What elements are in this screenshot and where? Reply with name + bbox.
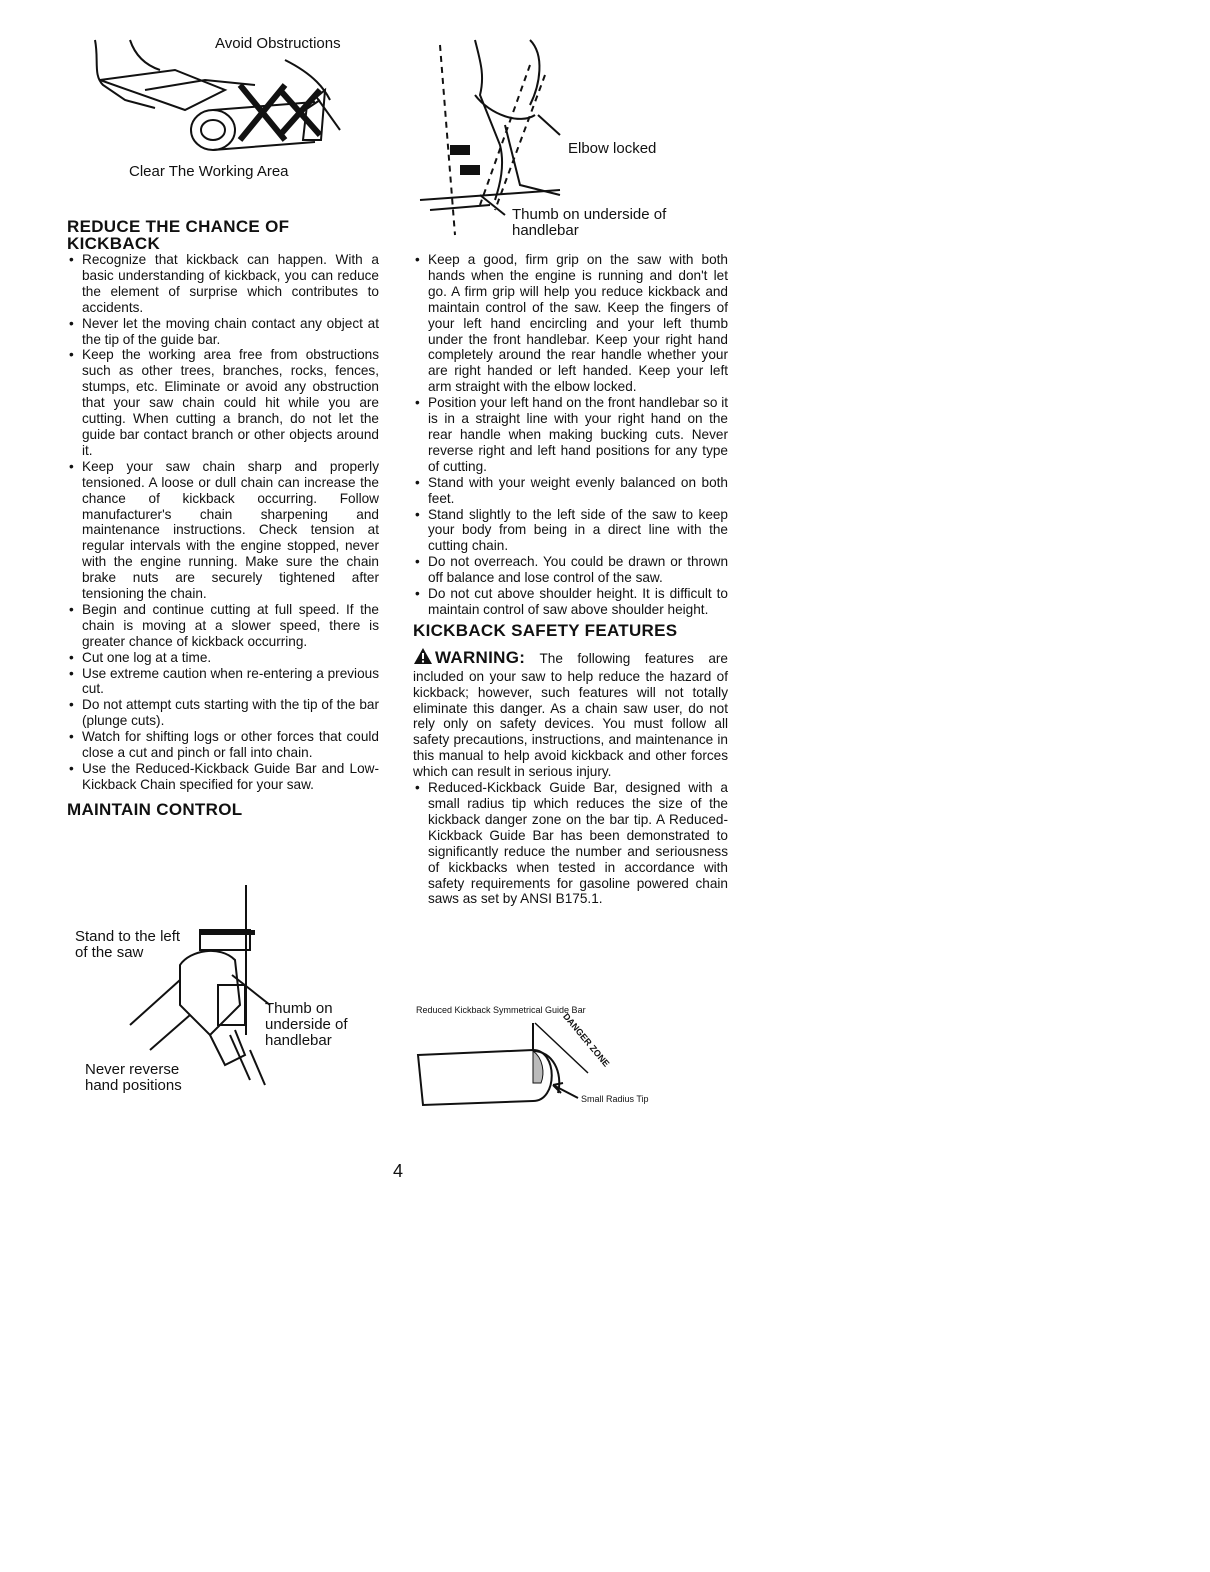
page-number: 4 (393, 1161, 404, 1181)
caption-thumb-underside: Thumb on underside of handlebar (265, 1000, 348, 1049)
list-item: • Begin and continue cutting at full speed. If the chain is moving at a slower speed, there is greater chance of kickback occurring. (67, 602, 379, 650)
caption-avoid-obstructions: Avoid Obstructions (215, 35, 341, 52)
figure-guide-bar (413, 1003, 713, 1113)
list-item: • Watch for shifting logs or other forces that could close a cut and pinch or fall into chain. (67, 729, 379, 761)
caption-guide-bar-title: Reduced Kickback Symmetrical Guide Bar (416, 1005, 586, 1015)
warning-text: The following features are included on your saw to help reduce the hazard of kickback; however, such features will not totally eliminate this danger. As a chain saw user, do not rely only on safety devices. You must follow all safety precautions, instructions, and maintenance in this manual to help avoid kickback and other forces which can result in serious injury. (413, 650, 728, 780)
list-item: • Position your left hand on the front handlebar so it is in a straight line with your right hand on the rear handle when making bucking cuts. Never reverse right and left hand positions for any type of cutting. (413, 395, 728, 475)
list-item: • Keep the working area free from obstructions such as other trees, branches, rocks, fences, stumps, etc. Eliminate or avoid any obstruction that your saw chain could hit while you are cutting. When cutting a branch, do not let the guide bar contact branch or other objects around it. (67, 347, 379, 458)
caption-never-reverse: Never reverse hand positions (85, 1061, 182, 1094)
list-safety-features (413, 780, 728, 907)
list-item: • Do not overreach. You could be drawn or thrown off balance and lose control of the saw. (413, 554, 728, 586)
heading-reduce-kickback: REDUCE THE CHANCE OF KICKBACK (67, 217, 290, 253)
list-item: • Recognize that kickback can happen. With a basic understanding of kickback, you can reduce the element of surprise which contributes to accidents. (67, 252, 379, 316)
list-maintain-control (413, 252, 728, 618)
warning-paragraph (413, 647, 728, 780)
caption-elbow-locked: Elbow locked (568, 140, 657, 157)
list-item: • Do not cut above shoulder height. It is difficult to maintain control of saw above shoulder height. (413, 586, 728, 618)
list-item: • Stand slightly to the left side of the saw to keep your body from being in a direct line with the cutting chain. (413, 507, 728, 555)
caption-clear-working-area: Clear The Working Area (129, 163, 289, 180)
column-left (67, 218, 379, 818)
column-right (413, 252, 728, 907)
figure-clear-working-area (85, 30, 375, 180)
figure-elbow-locked (410, 35, 700, 245)
caption-danger-zone: DANGER ZONE (561, 1011, 612, 1069)
heading-maintain-control: MAINTAIN CONTROL (67, 799, 243, 819)
figure-stand-left (70, 885, 370, 1100)
caption-thumb-handlebar: Thumb on underside of handlebar (512, 206, 667, 239)
list-item: • Do not attempt cuts starting with the tip of the bar (plunge cuts). (67, 697, 379, 729)
caption-stand-left: Stand to the left of the saw (75, 928, 181, 961)
list-item: • Cut one log at a time. (67, 650, 379, 666)
heading-kickback-safety-features: KICKBACK SAFETY FEATURES (413, 620, 678, 640)
list-item: • Never let the moving chain contact any object at the tip of the guide bar. (67, 316, 379, 348)
list-item: • Keep your saw chain sharp and properly tensioned. A loose or dull chain can increase the chance of kickback occurring. Follow manufacturer's chain sharpening and maintenance instructions. Check tension at regular intervals with the engine stopped, never with the engine running. Make sure the chain brake nuts are securely tightened after tensioning the chain. (67, 459, 379, 602)
list-reduce-kickback (67, 252, 379, 793)
list-item: • Keep a good, firm grip on the saw with both hands when the engine is running and don't let go. A firm grip will help you reduce kickback and maintain control of the saw. Keep the fingers of your left hand encircling and your left thumb under the front handlebar. Keep your right hand completely around the rear handle whether your are right handed or left handed. Keep your left arm straight with the elbow locked. (413, 252, 728, 395)
list-item: • Reduced-Kickback Guide Bar, designed with a small radius tip which reduces the size of the kickback danger zone on the bar tip. A Reduced-Kickback Guide Bar has been demonstrated to significantly reduce the number and seriousness of kickbacks when tested in accordance with safety requirements for gasoline powered chain saws as set by ANSI B175.1. (413, 780, 728, 907)
illustration-cutting-log (85, 30, 375, 180)
caption-small-radius-tip: Small Radius Tip (581, 1094, 649, 1104)
list-item: • Stand with your weight evenly balanced on both feet. (413, 475, 728, 507)
list-item: • Use the Reduced-Kickback Guide Bar and Low-Kickback Chain specified for your saw. (67, 761, 379, 793)
warning-label: WARNING: (435, 647, 526, 667)
warning-triangle-icon (413, 647, 433, 669)
list-item: • Use extreme caution when re-entering a previous cut. (67, 666, 379, 698)
